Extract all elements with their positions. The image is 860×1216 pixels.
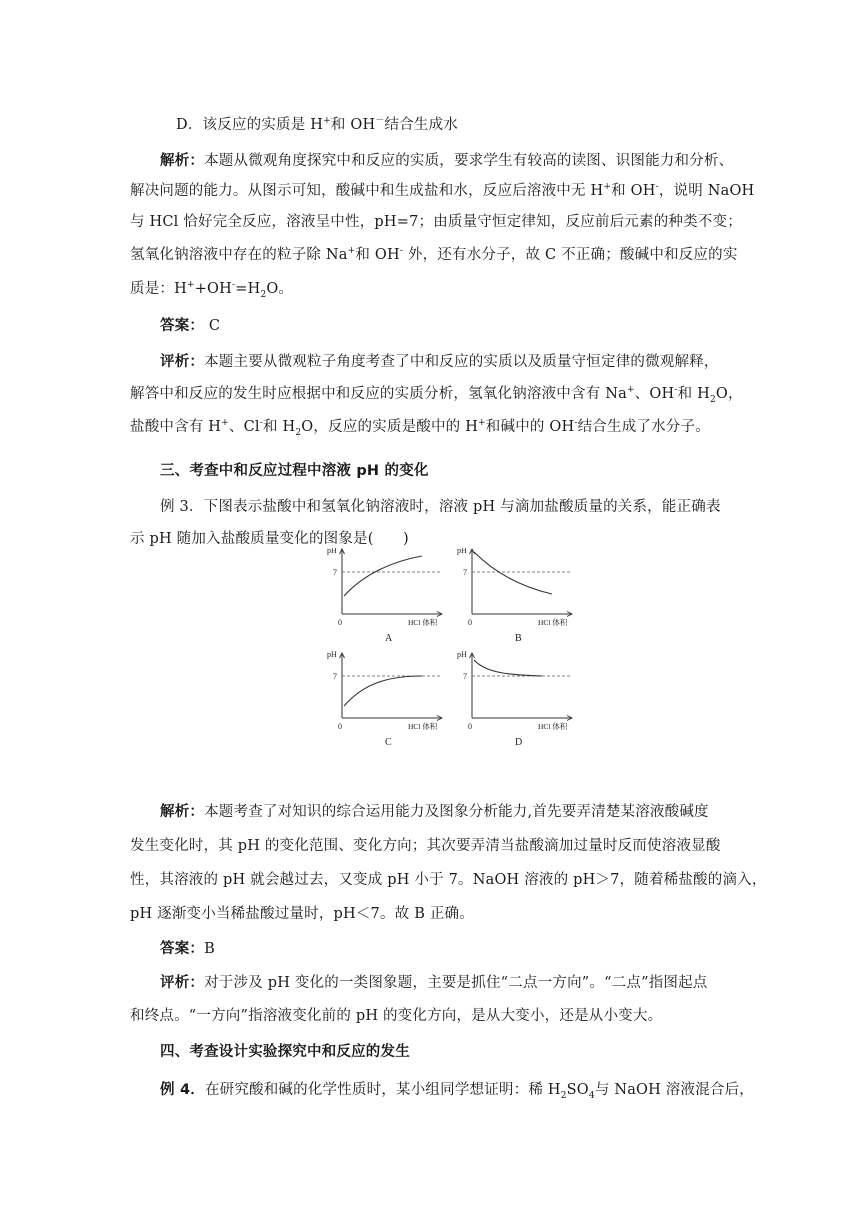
superscript: +: [347, 246, 356, 257]
comment1-line2: [130, 382, 743, 403]
superscript: -: [232, 280, 236, 291]
label: 答案：: [160, 318, 205, 334]
subscript: 2: [260, 289, 267, 300]
chart-label: D: [515, 737, 523, 748]
superscript: -: [259, 418, 263, 429]
option-d: [176, 113, 458, 134]
text: 和 OH: [330, 117, 376, 133]
answer1: [160, 314, 220, 335]
comment3-line1: [160, 971, 708, 992]
text: 解答中和反应的发生时应根据中和反应的实质分析，氢氧化钠溶液中含有 Na: [130, 386, 627, 402]
superscript: -: [655, 182, 659, 193]
text: +OH: [194, 281, 232, 297]
answer-value: C: [204, 318, 221, 334]
text: 外，还有水分子，故 C 不正确；酸碱中和反应的实: [403, 247, 738, 263]
chart-label: B: [515, 633, 522, 644]
text: O，反应的实质是酸中的 H: [301, 419, 479, 435]
comment1-line3: [130, 415, 710, 436]
text: 和 OH: [355, 247, 400, 263]
superscript: +: [603, 182, 612, 193]
tick-label-7: 7: [333, 568, 337, 577]
text: 质是：H: [130, 281, 187, 297]
tick-label-7: 7: [463, 568, 467, 577]
subscript: 2: [709, 394, 716, 405]
text: 、Cl: [228, 419, 260, 435]
label: 评析：: [160, 975, 205, 991]
superscript: +: [478, 418, 486, 429]
text: 盐酸中含有 H: [130, 419, 222, 435]
analysis1-line1: [160, 149, 733, 170]
chart-b: [457, 548, 572, 644]
x-axis-label: HCl 体积: [408, 722, 438, 731]
ph-curve: [474, 660, 542, 676]
y-axis-label: pH: [327, 548, 337, 555]
text: 和 H: [263, 419, 296, 435]
text: D．该反应的实质是 H: [176, 117, 324, 133]
text: 和碱中的 OH: [485, 419, 575, 435]
origin-label: 0: [468, 722, 472, 731]
section3-heading: 三、考查中和反应过程中溶液 pH 的变化: [160, 463, 429, 479]
answer-value: B: [204, 941, 215, 957]
subscript: 4: [588, 1090, 595, 1101]
answer3: [160, 937, 215, 958]
text: 本题考查了对知识的综合运用能力及图象分析能力,首先要弄清楚某溶液酸碱度: [204, 804, 709, 820]
analysis1-line4: [130, 243, 738, 264]
x-axis-label: HCl 体积: [538, 722, 568, 731]
y-axis-label: pH: [457, 650, 467, 659]
text: ，说明 NaOH: [658, 183, 755, 199]
text: 结合生成了水分子。: [577, 419, 710, 435]
chart-d: [457, 650, 572, 748]
analysis3-line4: pH 逐渐变小当稀盐酸过量时，pH＜7。故 B 正确。: [130, 906, 474, 922]
text: O，: [715, 386, 743, 402]
example3-line1: 例 3．下图表示盐酸中和氢氧化钠溶液时，溶液 pH 与滴加盐酸质量的关系，能正确表: [160, 499, 721, 515]
y-axis-label: pH: [457, 548, 467, 555]
chart-label: A: [385, 633, 393, 644]
superscript: -: [674, 385, 678, 396]
superscript: +: [186, 280, 195, 291]
text: 和 OH: [611, 183, 656, 199]
chart-a: [327, 548, 442, 644]
superscript: -: [399, 246, 404, 257]
text: 与 NaOH 溶液混合后，: [594, 1082, 754, 1098]
analysis1-line3: 与 HCl 恰好完全反应，溶液呈中性，pH=7；由质量守恒定律知，反应前后元素的种类不变；: [130, 214, 742, 230]
comment3-line2: 和终点。“一方向”指溶液变化前的 pH 的变化方向，是从大变小，还是从小变大。: [130, 1008, 663, 1024]
label: 例 4．: [160, 1082, 205, 1098]
text: 解决问题的能力。从图示可知，酸碱中和生成盐和水，反应后溶液中无 H: [130, 183, 604, 199]
chart-c: [327, 650, 442, 748]
ph-curve: [344, 556, 422, 596]
text: =H: [235, 281, 261, 297]
ph-charts-figure: [320, 548, 580, 758]
subscript: 2: [295, 427, 302, 438]
comment1-line1: [160, 350, 719, 371]
label: 解析：: [160, 804, 205, 820]
text: 和 H: [677, 386, 710, 402]
subscript: 2: [560, 1090, 567, 1101]
analysis1-line5: [130, 277, 293, 298]
analysis3-line2: 发生变化时，其 pH 的变化范围、变化方向；其次要弄清当盐酸滴加过量时反而使溶液显酸: [130, 838, 721, 854]
text: 本题从微观角度探究中和反应的实质，要求学生有较高的读图、识图能力和分析、: [204, 153, 734, 169]
example3-line2: 示 pH 随加入盐酸质量变化的图象是( ): [130, 531, 409, 547]
label: 答案：: [160, 941, 205, 957]
text: 在研究酸和碱的化学性质时，某小组同学想证明：稀 H: [204, 1082, 561, 1098]
x-axis-label: HCl 体积: [408, 618, 438, 627]
text: 结合生成水: [384, 117, 458, 133]
analysis1-line2: [130, 179, 754, 200]
label: 解析：: [160, 153, 205, 169]
label: 评析：: [160, 354, 205, 370]
superscript: +: [221, 418, 229, 429]
text: 对于涉及 pH 变化的一类图象题，主要是抓住“二点一方向”。“二点”指图起点: [204, 975, 708, 991]
chart-label: C: [385, 737, 392, 748]
tick-label-7: 7: [463, 672, 467, 681]
section4-heading: 四、考查设计实验探究中和反应的发生: [160, 1044, 410, 1060]
analysis3-line1: [160, 800, 709, 821]
analysis3-line3: 性，其溶液的 pH 就会越过去，又变成 pH 小于 7。NaOH 溶液的 pH＞7，随着稀盐酸的滴入，: [130, 872, 767, 888]
origin-label: 0: [468, 618, 472, 627]
ph-curve: [344, 676, 422, 706]
y-axis-label: pH: [327, 650, 337, 659]
superscript: －: [375, 116, 385, 127]
text: SO: [566, 1082, 589, 1098]
ph-curve: [474, 552, 552, 594]
superscript: +: [626, 385, 635, 396]
example4-line1: [160, 1078, 754, 1099]
superscript: +: [323, 116, 331, 127]
text: 氢氧化钠溶液中存在的粒子除 Na: [130, 247, 348, 263]
origin-label: 0: [338, 618, 342, 627]
tick-label-7: 7: [333, 672, 337, 681]
origin-label: 0: [338, 722, 342, 731]
superscript: -: [574, 418, 578, 429]
x-axis-label: HCl 体积: [538, 618, 568, 627]
text: 本题主要从微观粒子角度考查了中和反应的实质以及质量守恒定律的微观解释，: [204, 354, 719, 370]
text: 、OH: [634, 386, 675, 402]
text: O。: [266, 281, 294, 297]
